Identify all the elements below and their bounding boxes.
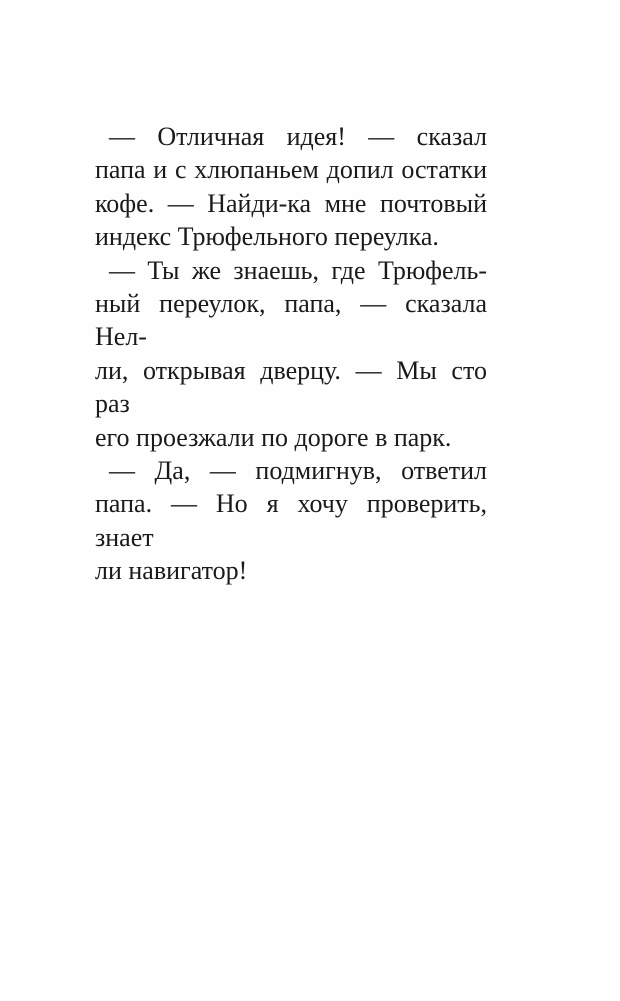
text-line: — Ты же знаешь, где Трюфель- [109,255,487,285]
text-line: ли навигатор! [95,556,248,586]
text-line: — Да, — подмигнув, ответил [109,456,487,486]
text-line: ный переулок, папа, — сказала Нел- [95,289,487,352]
text-line: папа и с хлюпаньем допил остатки [95,155,487,185]
text-line: — Отличная идея! — сказал [109,122,487,151]
text-line: кофе. — Найди-ка мне почтовый [95,188,487,218]
text-block [95,120,487,588]
text-line: индекс Трюфельного переулка. [95,222,439,252]
text-line: его проезжали по дороге в парк. [95,422,452,452]
text-line: ли, открывая дверцу. — Мы сто раз [95,355,487,419]
text-line: папа. — Но я хочу проверить, знает [95,489,487,552]
